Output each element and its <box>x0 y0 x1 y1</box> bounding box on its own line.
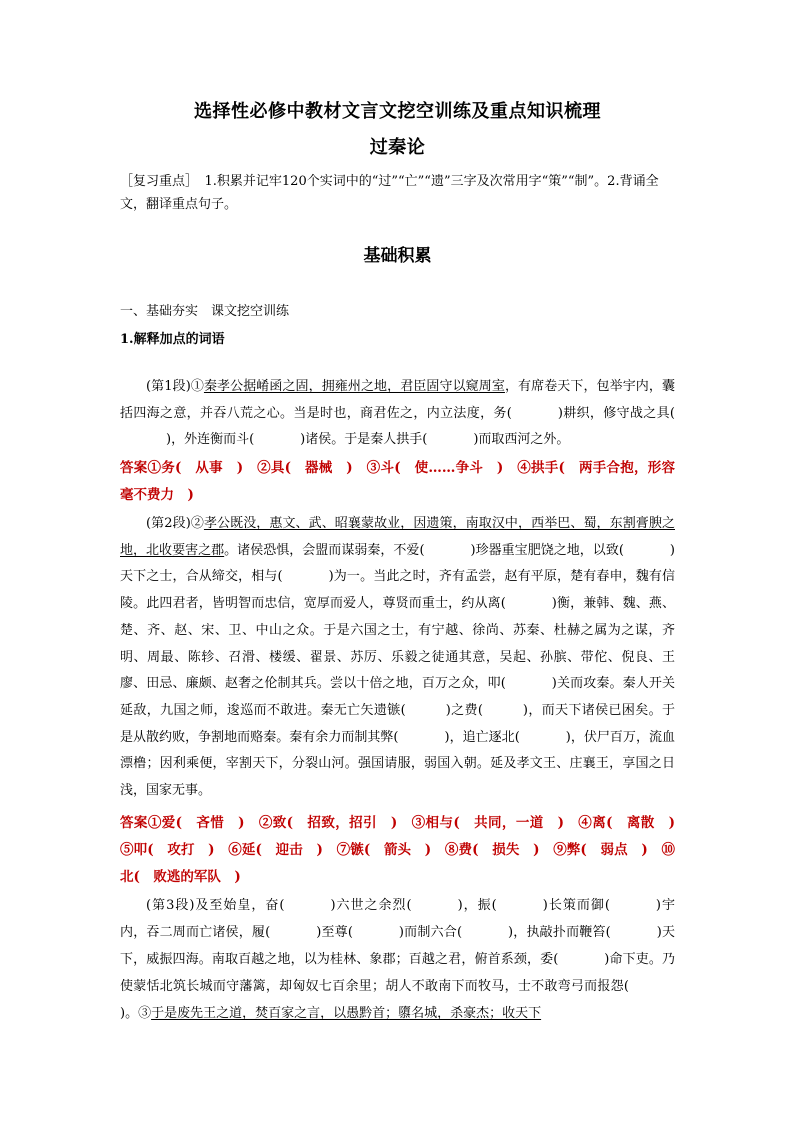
answer-2: 答案①爱( 吝惜 ) ②致( 招致，招引 ) ③相与( 共同，一道 ) ④离( 离散 ) ⑤叩( 攻打 ) ⑥延( 迎击 ) ⑦镞( 箭头 ) ⑧费( 损失 ) ⑨弊( 弱点 ) ⑩北( 败逃的军队 ) <box>120 815 689 885</box>
p3-s3: )，振( <box>457 898 497 913</box>
paragraph-1 <box>120 374 675 454</box>
p2-s9: )之费( <box>445 702 483 718</box>
p2-s3: 。诸侯恐惧，会盟而谋弱秦，不爱( <box>224 542 425 558</box>
answer-1: 答案①务( 从事 ) ②具( 器械 ) ③斗( 使……争斗 ) ④拱手( 两手合抱，形容毫不费力 ) <box>120 460 675 503</box>
p2-s10: )，而天下诸侯已困矣。于是从散约败，争割地而赂秦。秦有余力而制其弊( <box>120 702 675 745</box>
p3-s2: )六世之余烈( <box>330 898 412 913</box>
p2-underlined: 孝公既没，惠文、武、昭襄蒙故业，因遗策，南取汉中，西举巴、蜀，东割膏腴之地，北收要害之郡 <box>120 516 675 558</box>
review-points: ［复习重点］ 1.积累并记牢120个实词中的“过”“亡”“遗”三字及次常用字“策”“制”。2.背诵全文，翻译重点句子。 <box>120 174 659 212</box>
p3-s6: )至尊( <box>316 925 353 940</box>
p3-s10: )命下吏。乃使蒙恬北筑长城而守藩篱，却匈奴七百余里；胡人不敢南下而牧马，士不敢弯弓而报怨( <box>120 952 675 994</box>
p1-underlined: 秦孝公据崤函之固，拥雍州之地，君臣固守以窥周室 <box>203 379 505 394</box>
paragraph-3 <box>120 892 675 1027</box>
p3-s8: )，执敲扑而鞭笞( <box>508 925 611 940</box>
p3-s11: )。③ <box>120 1006 152 1021</box>
p3-s9: )天下，威振四海。南取百越之地，以为桂林、象郡；百越之君，俯首系颈，委( <box>120 925 675 967</box>
p2-s7: )衡，兼韩、魏、燕、楚、齐、赵、宋、卫、中山之众。于是六国之士，有宁越、徐尚、苏秦、杜赫之属为之谋，齐明、周最、陈轸、召滑、楼缓、翟景、苏厉、乐毅之徒通其意，吴起、孙膑、带佗、倪良、王廖、田忌、廉颇、赵奢之伦制其兵。尝以十倍之地，百万之众，叩( <box>120 596 676 692</box>
p1-s4: )耕织，修守战之具( <box>557 405 675 421</box>
section-1-heading: 一、基础夯实 课文挖空训练 <box>120 304 290 319</box>
p2-s6: )为一。当此之时，齐有孟尝，赵有平原，楚有春申，魏有信陵。此四君者，皆明智而忠信，宽厚而爱人，尊贤而重士，约从离( <box>120 569 675 612</box>
p2-s11: )，追亡逐北( <box>444 729 520 745</box>
p1-s7: )而取西河之外。 <box>473 432 570 448</box>
p2-s8: )关而攻秦。秦人开关延敌，九国之师，逡巡而不敢进。秦无亡矢遗镞( <box>120 676 676 718</box>
p2-s1: (第2段)② <box>146 516 204 531</box>
p3-s5: )宇内，吞二周而亡诸侯，履( <box>120 898 675 940</box>
section-heading: 基础积累 <box>363 246 432 266</box>
p3-underlined: 于是废先王之道，焚百家之言，以愚黔首；隳名城，杀豪杰；收天下 <box>151 1006 542 1021</box>
p3-s7: )而制六合( <box>398 925 463 940</box>
p1-s1: (第1段)① <box>146 379 204 394</box>
p2-s12: )，伏尸百万，流血漂橹；因利乘便，宰割天下，分裂山河。强国请服，弱国入朝。延及孝文王、庄襄王，享国之日浅，国家无事。 <box>120 729 675 799</box>
p1-s3: ，有席卷天下，包举宇内，囊括四海之意，并吞八荒之心。当是时也，商君佐之，内立法度，务( <box>120 379 675 421</box>
p2-s4: )珍器重宝肥饶之地，以致( <box>470 542 624 558</box>
p3-s4: )长策而御( <box>542 898 610 913</box>
document-subtitle: 过秦论 <box>369 137 426 158</box>
p3-s1: (第3段)及至始皇，奋( <box>146 898 285 913</box>
p1-s6: )诸侯。于是秦人拱手( <box>300 432 428 448</box>
p2-s5: )天下之士，合从缔交，相与( <box>120 542 675 585</box>
paragraph-2 <box>120 511 675 805</box>
p1-s5: )，外连衡而斗( <box>166 432 255 448</box>
section-2-heading: 1.解释加点的词语 <box>120 332 225 347</box>
document-title: 选择性必修中教材文言文挖空训练及重点知识梳理 <box>194 101 601 122</box>
